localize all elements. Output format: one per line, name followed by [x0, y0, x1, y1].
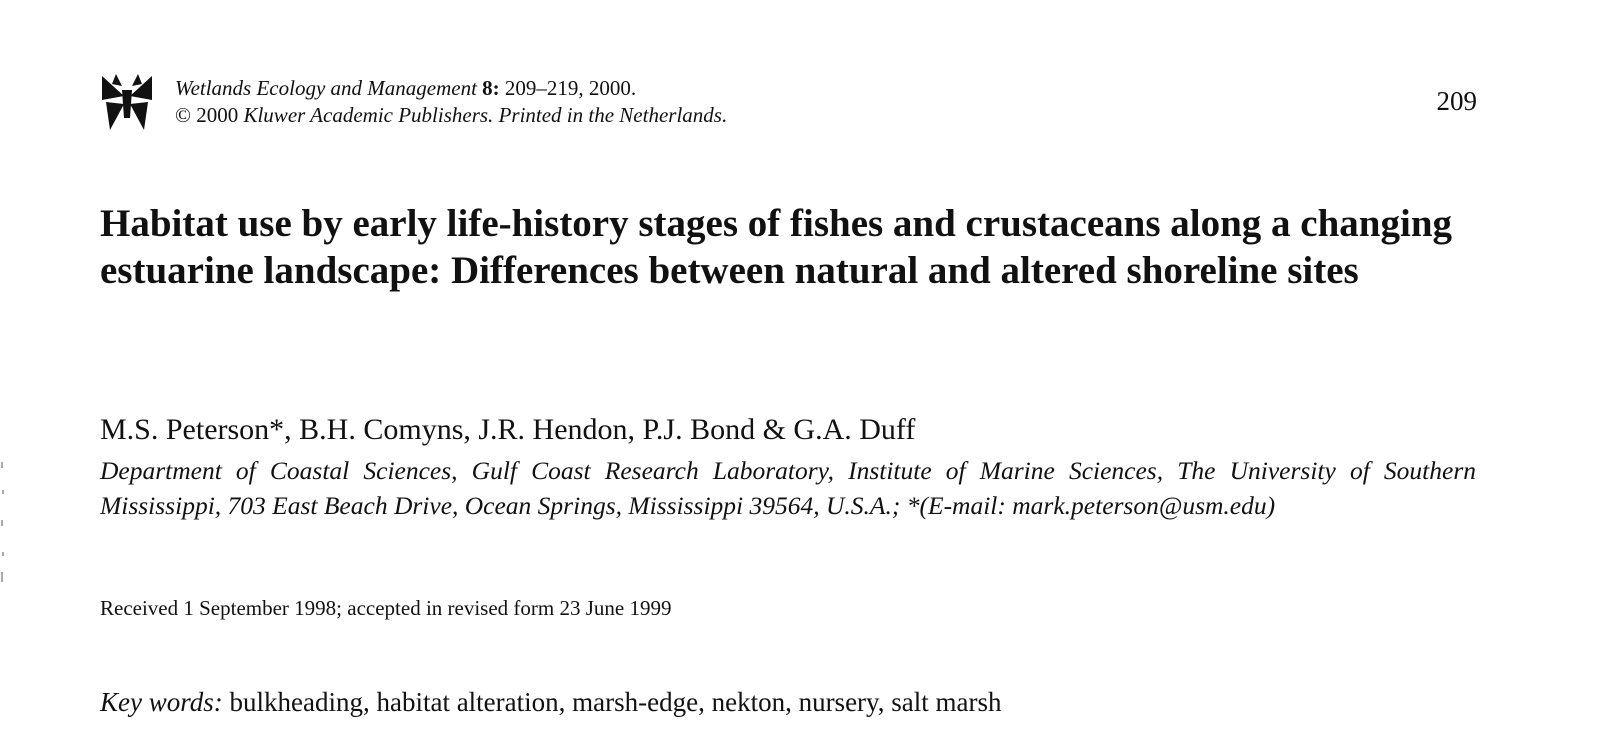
author-list: M.S. Peterson*, B.H. Comyns, J.R. Hendon, P.J. Bond & G.A. Duff [100, 413, 916, 446]
article-title: Habitat use by early life-history stages of fishes and crustaceans along a changing estuarine landscape: Differences between natural and altered shoreline sites [100, 202, 1453, 292]
journal-name: Wetlands Ecology and Management [175, 76, 477, 100]
copyright-prefix: © 2000 [175, 103, 239, 127]
keywords-list: bulkheading, habitat alteration, marsh-edge, nekton, nursery, salt marsh [229, 687, 1002, 717]
publisher-name: Kluwer Academic Publishers. [243, 103, 494, 127]
printed-location: Printed in the Netherlands. [498, 103, 728, 127]
journal-line [175, 75, 727, 102]
journal-pages-year: 209–219, 2000. [504, 76, 637, 100]
scan-edge-marks [0, 460, 6, 590]
copyright-line [175, 102, 727, 129]
page-number: 209 [1436, 86, 1477, 116]
author-affiliation: Department of Coastal Sciences, Gulf Coast Research Laboratory, Institute of Marine Sciences, The University of Southern Mississippi, 703 East Beach Drive, Ocean Springs, Mississippi 39564, U.S.A.; *(E-mail: mark.peterson@usm.edu) [100, 456, 1476, 520]
journal-volume: 8: [482, 76, 500, 100]
publisher-logo-icon [100, 74, 154, 132]
received-dates: Received 1 September 1998; accepted in revised form 23 June 1999 [100, 596, 672, 620]
keywords-line [100, 686, 1002, 718]
journal-citation [175, 75, 727, 129]
keywords-label: Key words: [100, 687, 223, 717]
